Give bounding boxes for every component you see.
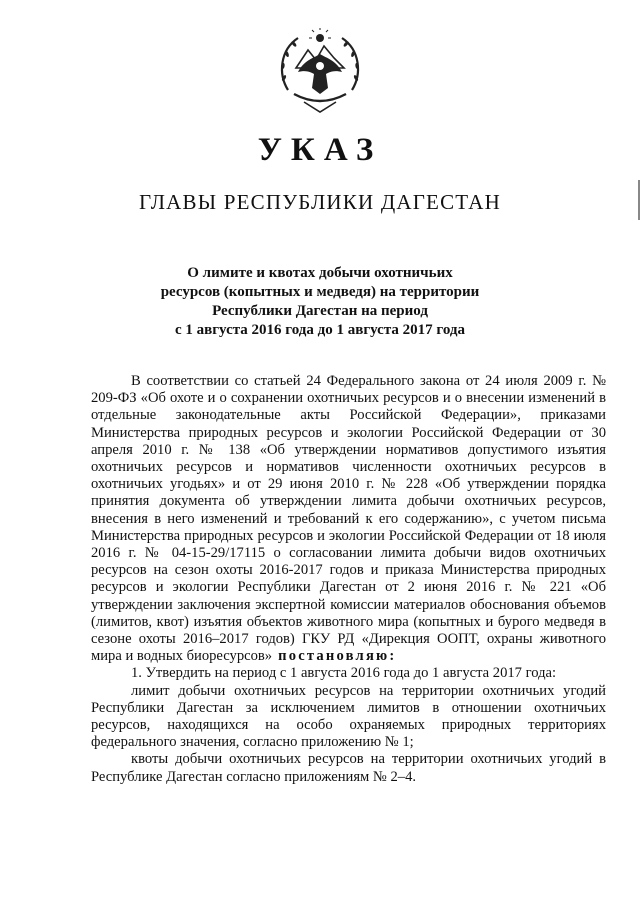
document-body: [91, 373, 606, 786]
heading-line: ресурсов (копытных и медведя) на территории: [160, 284, 480, 300]
quota-paragraph: квоты добычи охотничьих ресурсов на территории охотничьих угодий в Республике Дагестан согласно приложениям № 2–4.: [91, 751, 606, 785]
decree-heading: [150, 264, 490, 340]
coat-of-arms-icon: [274, 28, 366, 114]
document-subtitle: ГЛАВЫ РЕСПУБЛИКИ ДАГЕСТАН: [138, 190, 502, 214]
preamble-text: В соответствии со статьей 24 Федерального закона от 24 июля 2009 г. № 209-ФЗ «Об охоте и о сохранении охотничьих ресурсов и о внесении изменений в отдельные законодательные акты Российской Федерации», приказами Министерства природных ресурсов и экологии Российской Федерации от 30 апреля 2010 г. № 138 «Об утверждении нормативов допустимого изъятия охотничьих ресурсов и нормативов численности охотничьих ресурсов в охотничьих угодьях» и от 29 июня 2010 г. № 228 «Об утверждении порядка принятия документа об утверждении лимита добычи охотничьих ресурсов, внесения в него изменений и требований к его содержанию», с учетом письма Министерства природных ресурсов и экологии Российской Федерации от 18 июля 2016 г. № 04-15-29/17115 о согласовании лимита добычи видов охотничьих ресурсов на сезон охоты 2016-2017 годов и приказа Министерства природных ресурсов и экологии Республики Дагестан от 2 июня 2016 г. № 221 «Об утверждении заключения экспертной комиссии материалов обоснования объемов (лимитов, квот) изъятия объектов животного мира (копытных и бурого медведя в сезоне охоты 2016–2017 годов) ГКУ РД «Дирекция ООПТ, охраны животного мира и водных биоресурсов»: [91, 373, 606, 665]
document-title: УКАЗ: [257, 132, 383, 168]
item-1-paragraph: 1. Утвердить на период с 1 августа 2016 года до 1 августа 2017 года:: [131, 665, 557, 682]
preamble-paragraph: [91, 373, 606, 665]
limit-paragraph: лимит добычи охотничьих ресурсов на территории охотничьих угодий Республики Дагестан за исключением лимитов в отношении охотничьих ресурсов, находящихся на особо охраняемых природных территориях федерального значения, согласно приложению № 1;: [91, 682, 606, 751]
heading-line: Республики Дагестан на период: [212, 303, 428, 319]
decree-word: постановляю:: [278, 648, 397, 665]
heading-line: О лимите и квотах добычи охотничьих: [187, 265, 453, 281]
heading-line: с 1 августа 2016 года до 1 августа 2017 года: [174, 322, 465, 338]
